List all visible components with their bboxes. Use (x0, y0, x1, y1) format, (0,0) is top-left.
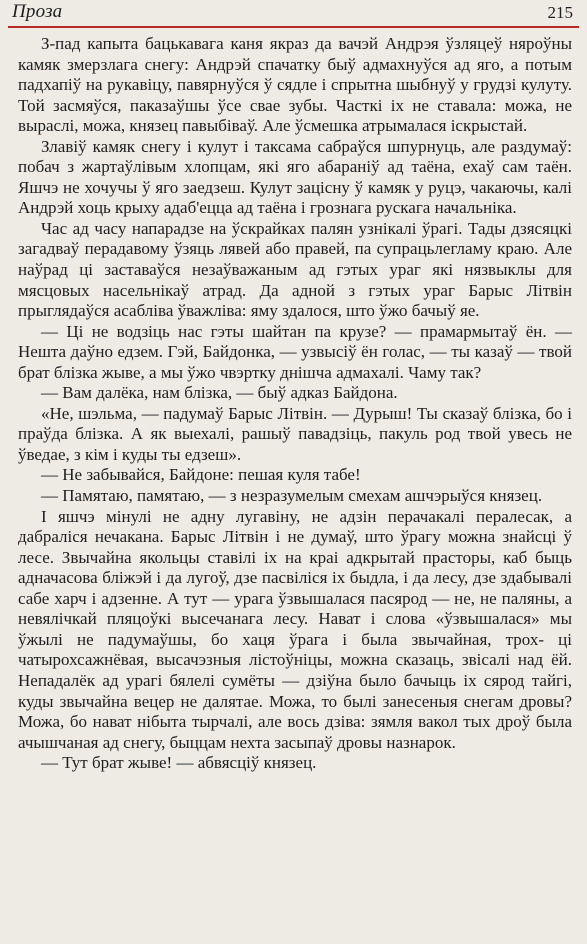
text-body (18, 34, 572, 774)
section-title: Проза (12, 1, 63, 22)
paragraph: Злавіў камяк снегу і кулут і таксама сабраўся шпурнуць, але раздумаў: побач з жартаўлівым хлопцам, які яго абараніў ад таёна, ехаў сам таён. Яшчэ не хочучы ў яго заедзеш. Кулут зацісну ў камяк у руцэ, чакаючы, калі Андрэй хоць крыху адаб'еццa ад таёна і грознага рускага начальніка. (18, 136, 572, 218)
paragraph: — Тут брат жыве! — абвясціў князец. (41, 753, 317, 773)
page-number: 215 (547, 3, 573, 22)
paragraph: — Не забывайся, Байдоне: пешая куля табе! (41, 465, 361, 485)
paragraph: — Вам далёка, нам блізка, — быў адказ Байдона. (41, 383, 398, 403)
paragraph: «Не, шэльма, — падумаў Барыс Літвін. — Дурыш! Ты сказаў блізка, бо і праўда блізка. А як выехалі, рашыў павадзіць, пакуль род твой увесь не ўведае, з кім і куды ты едзеш». (18, 403, 572, 464)
paragraph: Час ад часу напарадзе на ўскрайках палян узнікалі ўрагі. Тады дзясяцкі загадваў перадавому ўзяць лявей або правей, па супрацьлегламу краю. Але наўрад ці заставаўся незаўважаным ад гэтых ураг які нязвыклы для мясцовых насельнікаў атрад. Да адной з гэтых ураг Барыс Літвін прыглядаўся асабліва ўважліва: яму здалося, што ўжо бачыў яе. (18, 218, 572, 321)
paragraph: — Ці не водзіць нас гэты шайтан па крузе? — прамармытаў ён. — Нешта даўно едзем. Гэй, Байдонка, — узвысіў ён голас, — ты казаў — твой брат блізка жыве, а мы ўжо чвэртку днішча адмахалі. Чаму так? (18, 321, 572, 382)
paragraph: З-пад капыта бацькавага каня якраз да вачэй Андрэя ўзляцеў няроўны камяк змерзлага снегу: Андрэй спачатку быў адмахнуўся ад яго, а потым падхапіў на рукавіцу, павярнуўся ў сядле і спрытна шыбнуў у грудзі кулуту. Той засмяўся, паказаўшы ўсе свае зубы. Часткі іх не ставала: можа, не выраслі, можа, князец павыбіваў. Але ўсмешка атрымалася іскрыстай. (18, 34, 572, 136)
paragraph: І яшчэ мінулі не адну лугавіну, не адзін перачакалі пералесак, а дабраліся нечакана. Барыс Літвін і не думаў, што ўрагу можна знайсці ў лесе. Звычайна якольцы ставілі іх на краі адкрытай прасторы, каб быць адначасова бліжэй і да лугоў, дзе пасвіліся іх быдла, і да лесу, дзе здабывалі сабе харч і адзенне. А тут — урага ўзвышалася пасярод — не, не паляны, а невялічкай пляцоўкі высечанага лесу. Нават і слова «ўзвышалася» мы ўжылі не падумаўшы, бо хаця ўрага і была звычайная, трох- ці чатырохсажнёвая, высачэзныя лістоўніцы, можна сказаць, звісалі над ёй. Непадалёк ад урагі бялелі сумёты — дзіўна было бачыць іх сярод тайгі, куды звычайна вецер не далятае. Можа, то былі занесеныя снегам дровы? Можа, бо нават нібыта тырчалі, але вось дзіва: зямля вакол тых дроў была ачышчаная ад снегу, быццам нехта засыпаў дровы назнарок. (18, 506, 572, 752)
page-header (0, 0, 587, 28)
paragraph: — Памятаю, памятаю, — з незразумелым смехам ашчэрыўся князец. (41, 486, 543, 506)
header-rule (8, 26, 579, 28)
